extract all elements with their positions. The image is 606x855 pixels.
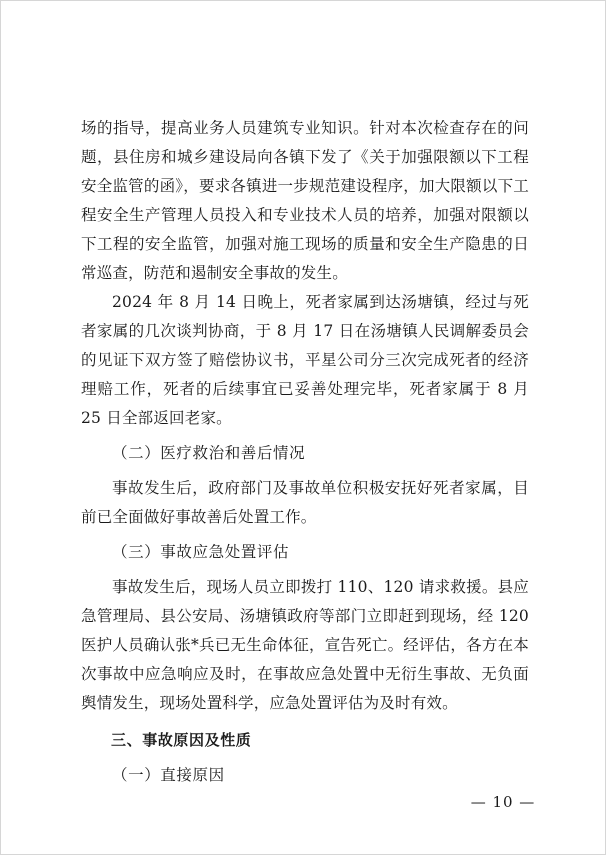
- paragraph-emergency-response: 事故发生后，现场人员立即拨打 110、120 请求救援。县应急管理局、县公安局、汤塘镇政府等部门立即赶到现场，经 120 医护人员确认张*兵已无生命体征，宣告死亡。经评估，各方在本次事故中应急响应及时，在事故应急处置中无衍生事故、无负面舆情发生，现场处置科学，应急处置评估为及时有效。: [81, 578, 529, 712]
- page-number: — 10 —: [470, 793, 536, 811]
- document-body: [81, 114, 529, 790]
- paragraph-inspection-guidance: 场的指导，提高业务人员建筑专业知识。针对本次检查存在的问题，县住房和城乡建设局向各镇下发了《关于加强限额以下工程安全监管的函》，要求各镇进一步规范建设程序，加大限额以下工程安全生产管理人员投入和专业技术人员的培养，加强对限额以下工程的安全监管，加强对施工现场的质量和安全生产隐患的日常巡查，防范和遏制安全事故的发生。: [81, 119, 529, 282]
- subheading-direct-cause: （一）直接原因: [112, 766, 225, 784]
- section-heading-cause-nature: 三、事故原因及性质: [111, 731, 252, 749]
- subheading-medical-aftermath: （二）医疗救治和善后情况: [112, 444, 306, 462]
- spacer: [81, 718, 529, 726]
- paragraph-family-compensation: 2024 年 8 月 14 日晚上，死者家属到达汤塘镇，经过与死者家属的几次谈判协商，于 8 月 17 日在汤塘镇人民调解委员会的见证下双方签了赔偿协议书，平星公司分三次完成死者的经济理赔工作，死者的后续事宜已妥善处理完毕，死者家属于 8 月 25 日全部返回老家。: [81, 293, 529, 427]
- subheading-emergency-evaluation: （三）事故应急处置评估: [112, 543, 290, 561]
- paragraph-aftermath-handling: 事故发生后，政府部门及事故单位积极安抚好死者家属，目前已全面做好事故善后处置工作。: [81, 479, 529, 526]
